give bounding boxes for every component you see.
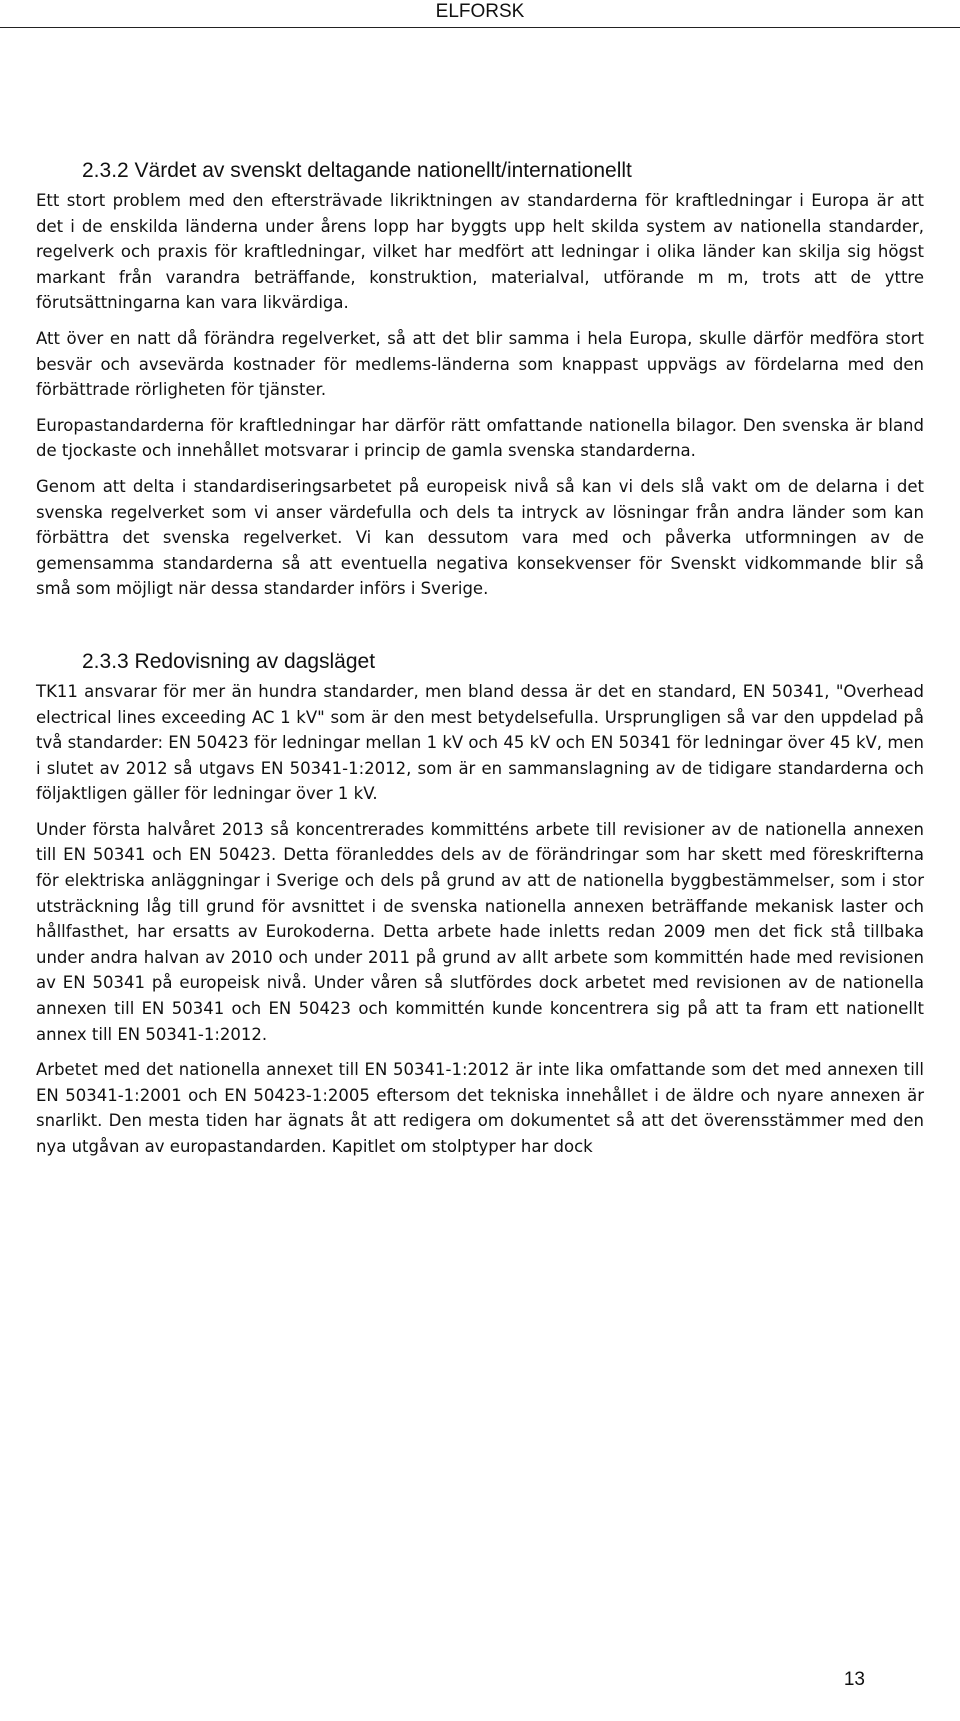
page-header (0, 0, 960, 34)
header-rule (0, 27, 960, 28)
section-heading: 2.3.2 Värdet av svenskt deltagande nationellt/internationellt (82, 159, 632, 182)
paragraph: Ett stort problem med den eftersträvade likriktningen av standarderna för kraftledningar i Europa är att det i de enskilda länderna under årens lopp har byggts upp helt skilda system av nationella standarder, regelverk och praxis för kraftledningar, vilket har medfört att ledningar i olika länder kan skilja sig högst markant från varandra beträffande, konstruktion, materialval, utförande m m, trots att de yttre förutsättningarna kan vara likvärdiga. (36, 191, 924, 313)
header-title: ELFORSK (435, 1, 525, 22)
paragraph: TK11 ansvarar för mer än hundra standarder, men bland dessa är det en standard, EN 50341, "Overhead electrical lines exceeding AC 1 kV" som är den mest betydelsefulla. Ursprungligen så var den uppdelad på två standarder: EN 50423 för ledningar mellan 1 kV och 45 kV och EN 50341 för ledningar över 45 kV, men i slutet av 2012 så utgavs EN 50341-1:2012, som är en sammanslagning av de tidigare standarderna och följaktligen gäller för ledningar över 1 kV. (36, 681, 924, 804)
paragraph: Att över en natt då förändra regelverket, så att det blir samma i hela Europa, skulle därför medföra stort besvär och avsevärda kostnader för medlems-länderna som knappast uppvägs av fördelarna med den förbättrade rörligheten för tjänster. (36, 328, 924, 400)
section-heading: 2.3.3 Redovisning av dagsläget (82, 649, 376, 673)
paragraph: Europastandarderna för kraftledningar har därför rätt omfattande nationella bilagor. Den svenska är bland de tjockaste och innehållet motsvarar i princip de gamla svenska standarderna. (36, 415, 924, 461)
document-body (36, 158, 924, 1170)
page-number: 13 (843, 1669, 865, 1690)
paragraph: Arbetet med det nationella annexet till EN 50341-1:2012 är inte lika omfattande som det med annexen till EN 50341-1:2001 och EN 50423-1:2005 eftersom det tekniska innehållet i de äldre och nyare annexen är snarlikt. Den mesta tiden har ägnats åt att redigera om dokumentet så att det överensstämmer med den nya utgåvan av europastandarden. Kapitlet om stolptyper har dock (36, 1060, 924, 1156)
paragraph: Genom att delta i standardiseringsarbetet på europeisk nivå så kan vi dels slå vakt om de delarna i det svenska regelverket som vi anser värdefulla och dels ta intryck av lösningar från andra länder som kan förbättra det svenska regelverket. Vi kan dessutom vara med och påverka utformningen av de gemensamma standarderna så att eventuella negativa konsekvenser för Svenskt vidkommande blir så små som möjligt när dessa standarder införs i Sverige. (36, 476, 924, 599)
paragraph: Under första halvåret 2013 så koncentrerades kommitténs arbete till revisioner av de nationella annexen till EN 50341 och EN 50423. Detta föranleddes dels av de förändringar som har skett med föreskrifterna för elektriska anläggningar i Sverige och dels på grund av att de nationella byggbestämmelser, som i stor utsträckning låg till grund för avsnittet i de svenska nationella annexen beträffande mekanisk laster och hållfasthet, har ersatts av Eurokoderna. Detta arbete hade inletts redan 2009 men det fick stå tillbaka under andra halvan av 2010 och under 2011 på grund av allt arbete som kommittén hade med revisionen av EN 50341 på europeisk nivå. Under våren så slutfördes dock arbetet med revisionen av de nationella annexen till EN 50341 och EN 50423 och kommittén kunde koncentrera sig på att ta fram ett nationellt annex till EN 50341-1:2012. (36, 819, 924, 1044)
